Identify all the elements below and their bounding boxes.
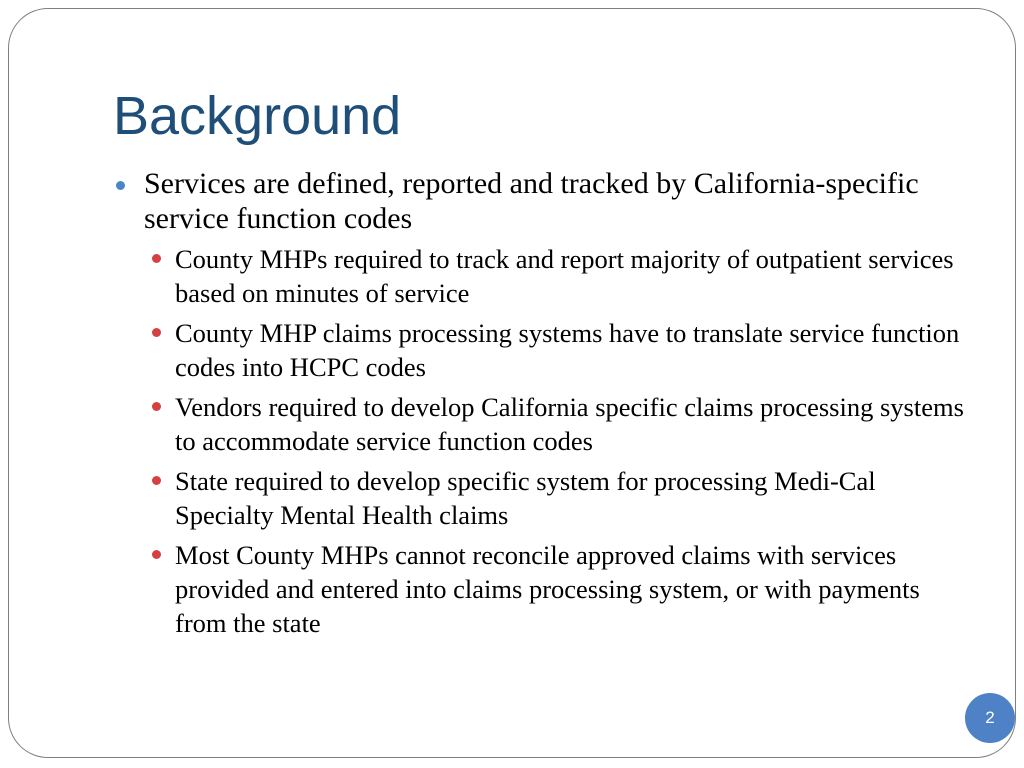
bullet-dot-icon bbox=[152, 328, 161, 337]
main-bullet-text: Services are defined, reported and tracked by California-specific service function codes bbox=[144, 167, 919, 235]
sub-bullet-text: County MHPs required to track and report majority of outpatient services based on minutes of service bbox=[175, 244, 954, 308]
sub-bullet-text: County MHP claims processing systems have to translate service function codes into HCPC codes bbox=[175, 318, 960, 382]
bullet-dot-icon bbox=[152, 254, 161, 263]
slide-title: Background bbox=[113, 86, 402, 146]
bullet-dot-icon bbox=[152, 476, 161, 485]
sub-bullet-text: Vendors required to develop California specific claims processing systems to accommodate service function codes bbox=[175, 392, 964, 456]
sub-bullet bbox=[110, 464, 970, 532]
bullet-dot-icon bbox=[116, 181, 125, 190]
slide-content bbox=[110, 166, 970, 646]
bullet-dot-icon bbox=[152, 402, 161, 411]
sub-bullet bbox=[110, 316, 970, 384]
sub-bullet-text: Most County MHPs cannot reconcile approved claims with services provided and entered into claims processing system, or with payments from the state bbox=[175, 540, 920, 638]
sub-bullet bbox=[110, 242, 970, 310]
sub-bullet-text: State required to develop specific system for processing Medi-Cal Specialty Mental Health claims bbox=[175, 466, 876, 530]
sub-bullet bbox=[110, 538, 970, 640]
bullet-dot-icon bbox=[152, 550, 161, 559]
page-number-badge: 2 bbox=[965, 693, 1015, 743]
sub-bullet-list bbox=[110, 242, 970, 640]
main-bullet bbox=[110, 166, 970, 236]
sub-bullet bbox=[110, 390, 970, 458]
